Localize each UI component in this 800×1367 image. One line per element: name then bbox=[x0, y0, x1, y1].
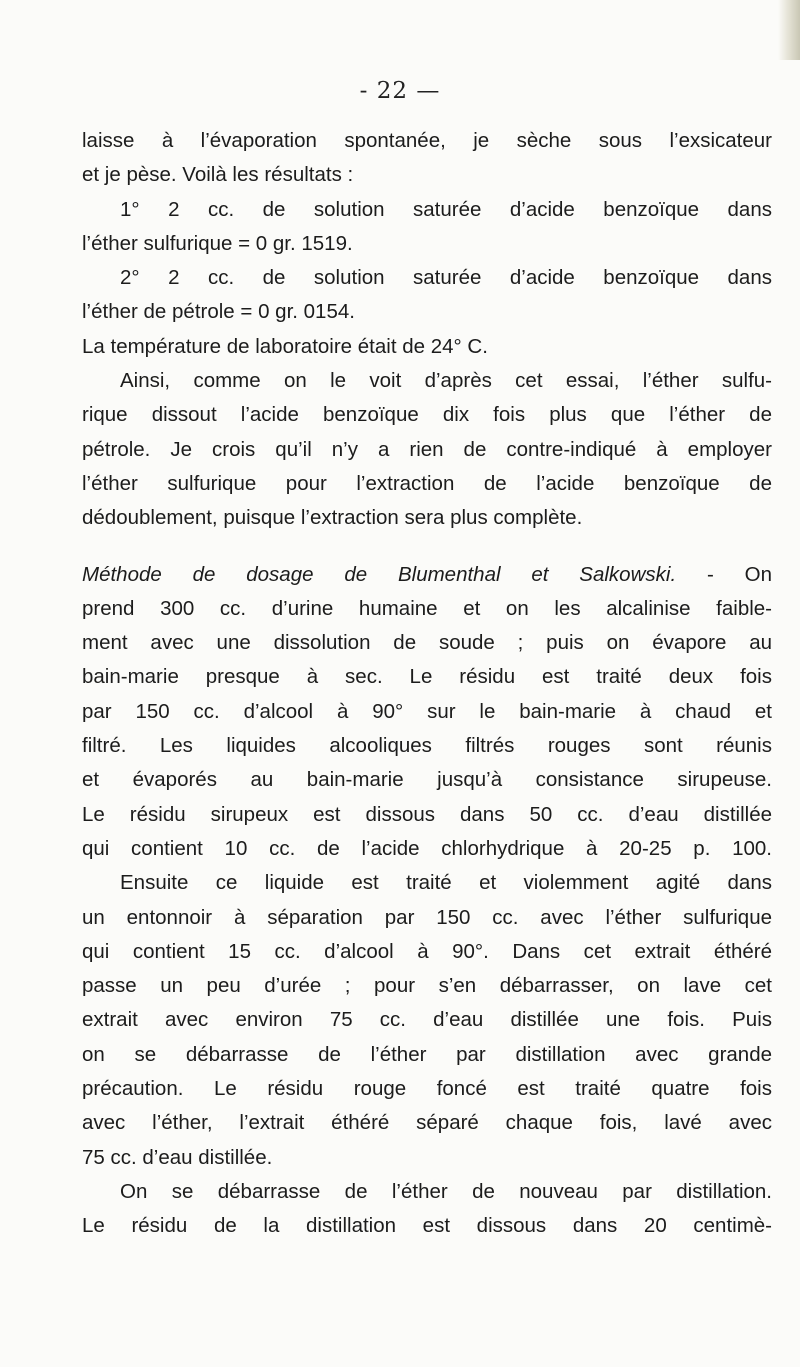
text-line: Ainsi, comme on le voit d’après cet essai, l’éther sulfu- bbox=[120, 369, 772, 393]
paragraph-gap bbox=[82, 536, 772, 558]
text-line: Ensuite ce liquide est traité et violemment agité dans bbox=[120, 871, 772, 895]
text-line: passe un peu d’urée ; pour s’en débarrasser, on lave cet bbox=[82, 974, 772, 998]
text-line: l’éther sulfurique pour l’extraction de l’acide benzoïque de bbox=[82, 471, 772, 495]
text-line: et évaporés au bain-marie jusqu’à consistance sirupeuse. bbox=[82, 768, 772, 792]
text-line: 2° 2 cc. de solution saturée d’acide benzoïque dans bbox=[120, 266, 772, 290]
text-line: La température de laboratoire était de 24° C. bbox=[82, 334, 488, 358]
text-line: qui contient 10 cc. de l’acide chlorhydrique à 20-25 p. 100. bbox=[82, 836, 772, 860]
text-line: dédoublement, puisque l’extraction sera plus complète. bbox=[82, 506, 583, 530]
text-line: l’éther sulfurique = 0 gr. 1519. bbox=[82, 231, 353, 255]
text-line bbox=[82, 558, 772, 592]
page-edge-shadow bbox=[778, 0, 800, 60]
section-heading: Méthode de dosage de Blumenthal et Salkowski. bbox=[82, 562, 677, 586]
body-text bbox=[82, 124, 772, 1244]
text-line: ment avec une dissolution de soude ; puis on évapore au bbox=[82, 631, 772, 655]
text-line: Le résidu sirupeux est dissous dans 50 cc. d’eau distillée bbox=[82, 802, 772, 826]
text-line: 1° 2 cc. de solution saturée d’acide benzoïque dans bbox=[120, 197, 772, 221]
text-line: pétrole. Je crois qu’il n’y a rien de contre-indiqué à employer bbox=[82, 437, 772, 461]
text-line: On se débarrasse de l’éther de nouveau par distillation. bbox=[120, 1179, 772, 1203]
text-line: avec l’éther, l’extrait éthéré séparé chaque fois, lavé avec bbox=[82, 1111, 772, 1135]
text-line: prend 300 cc. d’urine humaine et on les alcalinise faible- bbox=[82, 596, 772, 620]
text-line: bain-marie presque à sec. Le résidu est traité deux fois bbox=[82, 665, 772, 689]
text-line: précaution. Le résidu rouge foncé est traité quatre fois bbox=[82, 1077, 772, 1101]
page-number: - 22 — bbox=[359, 78, 441, 104]
text-line: l’éther de pétrole = 0 gr. 0154. bbox=[82, 300, 355, 324]
heading-continuation: - On bbox=[676, 562, 772, 586]
text-line: extrait avec environ 75 cc. d’eau distillée une fois. Puis bbox=[82, 1008, 772, 1032]
text-line: qui contient 15 cc. d’alcool à 90°. Dans cet extrait éthéré bbox=[82, 939, 772, 963]
text-line: par 150 cc. d’alcool à 90° sur le bain-marie à chaud et bbox=[82, 699, 772, 723]
text-line: laisse à l’évaporation spontanée, je sèche sous l’exsicateur bbox=[82, 129, 772, 152]
text-line: Le résidu de la distillation est dissous dans 20 centimè- bbox=[82, 1214, 772, 1238]
text-line: un entonnoir à séparation par 150 cc. avec l’éther sulfurique bbox=[82, 905, 772, 929]
text-line: on se débarrasse de l’éther par distillation avec grande bbox=[82, 1042, 772, 1066]
text-line: filtré. Les liquides alcooliques filtrés rouges sont réunis bbox=[82, 734, 772, 758]
text-line: 75 cc. d’eau distillée. bbox=[82, 1145, 273, 1169]
text-line: rique dissout l’acide benzoïque dix fois plus que l’éther de bbox=[82, 403, 772, 427]
text-line: et je pèse. Voilà les résultats : bbox=[82, 163, 354, 187]
